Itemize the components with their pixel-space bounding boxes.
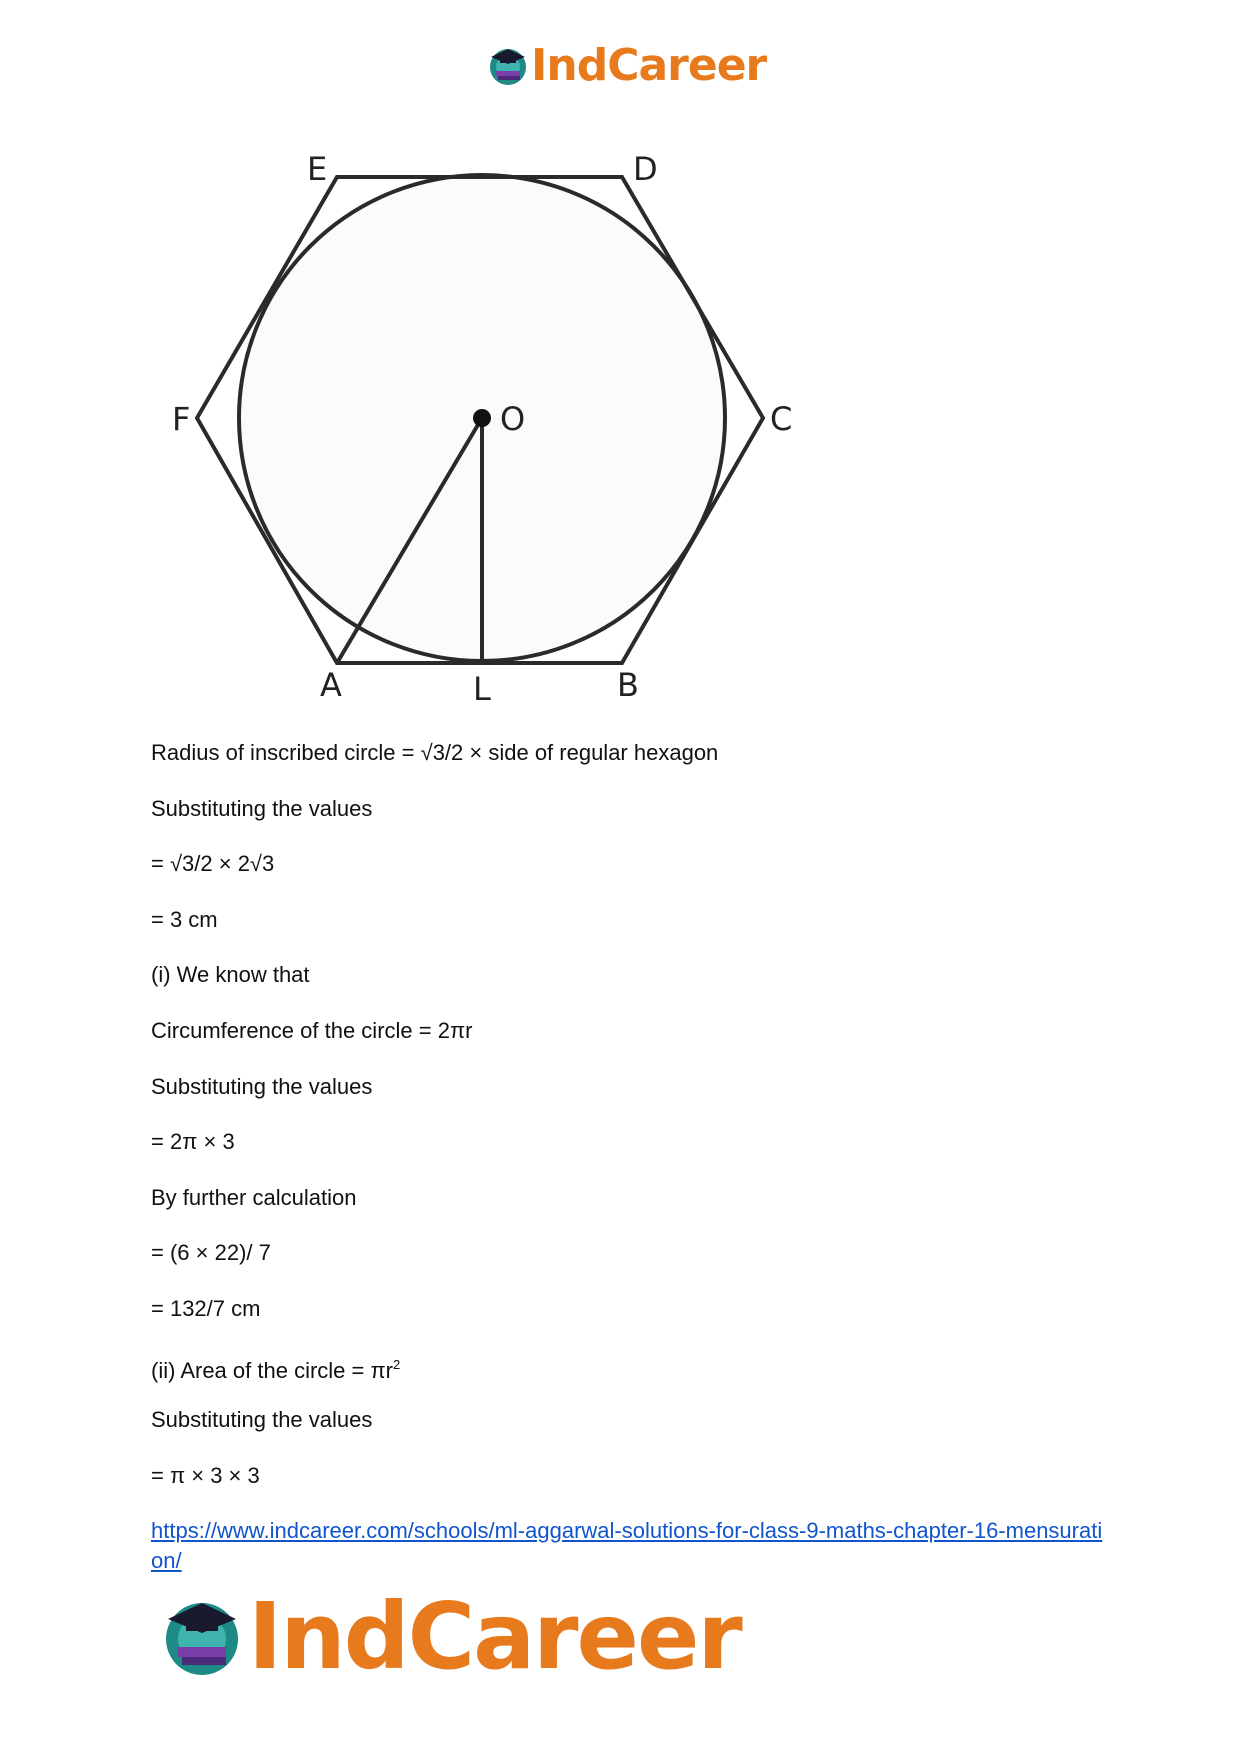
text-line: By further calculation xyxy=(151,1184,357,1210)
label-L: L xyxy=(473,670,491,700)
header-logo xyxy=(487,40,766,91)
text-line: Circumference of the circle = 2πr xyxy=(151,1017,473,1043)
text-line: = √3/2 × 2√3 xyxy=(151,851,275,877)
label-A: A xyxy=(320,666,342,700)
solution-text xyxy=(151,738,1111,1516)
text-line: = 3 cm xyxy=(151,906,218,932)
text-line: (i) We know that xyxy=(151,962,310,988)
footer-logo xyxy=(160,1583,741,1690)
label-C: C xyxy=(770,400,793,438)
text-line: = 132/7 cm xyxy=(151,1295,261,1321)
superscript: 2 xyxy=(392,1356,401,1372)
label-O: O xyxy=(500,400,526,438)
text-line: = π × 3 × 3 xyxy=(151,1462,260,1488)
label-D: D xyxy=(633,150,658,188)
text-line: Substituting the values xyxy=(151,1407,373,1433)
graduation-cap-globe-icon xyxy=(160,1595,244,1679)
hexagon-figure xyxy=(160,140,820,700)
text-line: Substituting the values xyxy=(151,1073,373,1099)
text-line: = (6 × 22)/ 7 xyxy=(151,1240,271,1266)
source-link[interactable]: https://www.indcareer.com/schools/ml-aggarwal-solutions-for-class-9-maths-chapter-16-mensuration/ xyxy=(151,1518,1103,1573)
area-formula-line xyxy=(151,1350,1111,1383)
label-F: F xyxy=(172,400,191,438)
center-point xyxy=(473,409,491,427)
text-line: = 2π × 3 xyxy=(151,1129,235,1155)
label-E: E xyxy=(307,150,328,188)
text-line: Substituting the values xyxy=(151,795,373,821)
text-line: (ii) Area of the circle = πr xyxy=(151,1357,393,1383)
text-line: Radius of inscribed circle = √3/2 × side of regular hexagon xyxy=(151,740,719,765)
label-B: B xyxy=(617,666,639,700)
brand-name: IndCareer xyxy=(248,1583,741,1690)
graduation-cap-globe-icon xyxy=(487,45,529,87)
brand-name: IndCareer xyxy=(531,40,767,91)
